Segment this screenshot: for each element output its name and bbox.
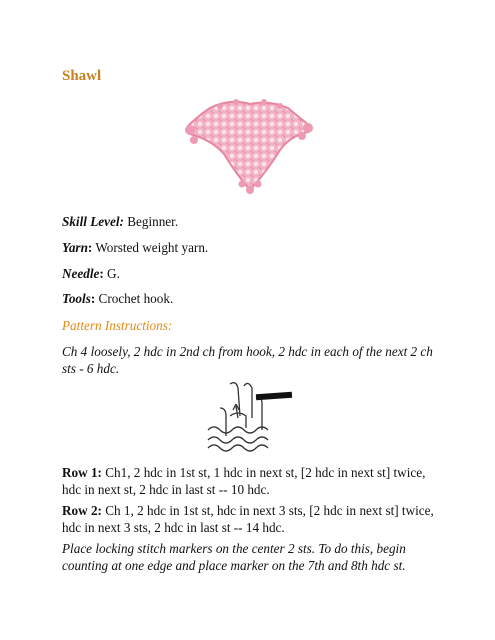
row-1-instruction: Row 1: Ch1, 2 hdc in 1st st, 1 hdc in next st, [2 hdc in next st] twice, hdc in next st, 2 hdc in last st -- 10 hdc. xyxy=(62,465,426,497)
detail-needle: Needle: G. xyxy=(62,266,120,281)
detail-skill-level: Skill Level: Beginner. xyxy=(62,214,179,229)
page-title: Shawl xyxy=(62,68,102,84)
section-heading: Pattern Instructions: xyxy=(62,318,173,333)
row-2-instruction: Row 2: Ch 1, 2 hdc in 1st st, hdc in next 3 sts, [2 hdc in next st] twice, hdc in next 3 sts, 2 hdc in last st -- 14 hdc. xyxy=(62,503,434,535)
intro-instruction: Ch 4 loosely, 2 hdc in 2nd ch from hook, 2 hdc in each of the next 2 ch sts - 6 hdc. xyxy=(62,344,433,376)
detail-tools: Tools: Crochet hook. xyxy=(62,291,174,306)
stitch-diagram xyxy=(200,378,295,456)
shawl-photo xyxy=(180,96,318,196)
stitch-marker-note: Place locking stitch markers on the center 2 sts. To do this, begin counting at one edge and place marker on the 7th and 8th hdc st. xyxy=(62,541,406,573)
detail-yarn: Yarn: Worsted weight yarn. xyxy=(62,240,209,255)
